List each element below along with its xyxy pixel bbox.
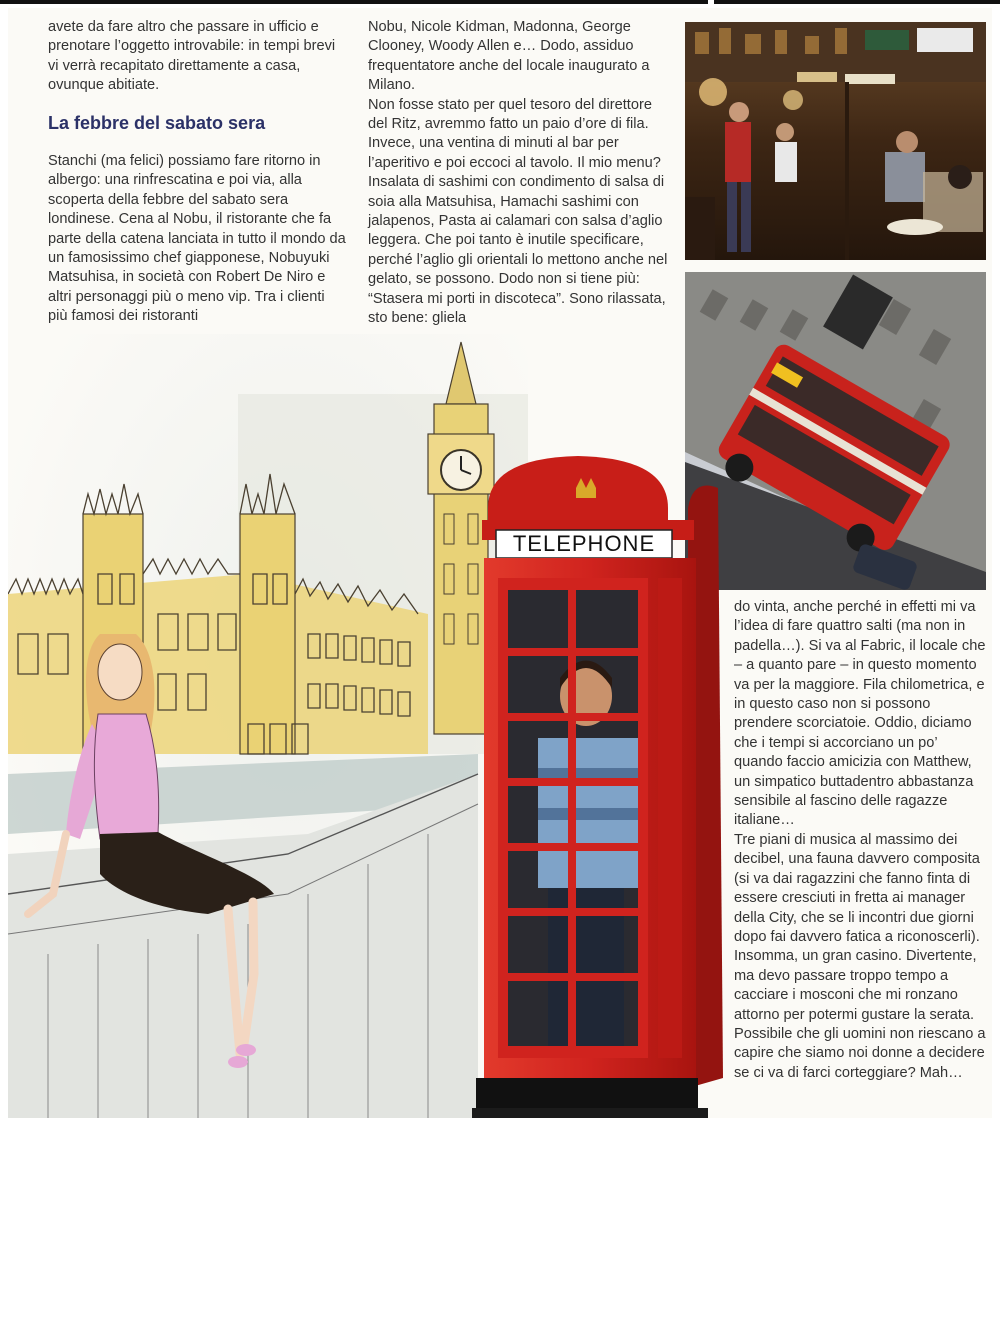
column-1-body-text	[48, 152, 348, 327]
top-rule-right	[714, 0, 1000, 4]
column-1-top-paragraph: avete da fare altro che passare in ufficio e prenotare l’oggetto introvabile: in tempi brevi vi verrà recapitato direttamente a casa, ovunque abitiate.	[48, 19, 336, 94]
double-decker-bus-image	[685, 272, 986, 590]
london-illustration	[8, 334, 528, 1118]
column-1-body-paragraph: Stanchi (ma felici) possiamo fare ritorno in albergo: una rinfrescatina e poi via, alla scoperta della febbre del sabato sera londinese. Cena al Nobu, il ristorante che fa parte della catena lanciata in tutto il mondo da un famosissimo chef giapponese, Nobuyuki Matsuhisa, in società con Robert De Niro e altri personaggi più o meno vip. Tra i clienti più famosi dei ristoranti	[48, 153, 346, 325]
column-1-top-text	[48, 18, 348, 96]
double-decker-bus-photo	[685, 272, 986, 590]
telephone-box-photo	[468, 448, 728, 1118]
section-heading: La febbre del sabato sera	[48, 113, 266, 133]
column-2-text	[368, 18, 668, 329]
red-telephone-box-image	[468, 448, 728, 1118]
magazine-page	[8, 8, 992, 1118]
top-rule-left	[0, 0, 708, 4]
column-2-paragraph-2: Non fosse stato per quel tesoro del direttore del Ritz, avremmo fatto un paio d’ore di fila. Invece, una ventina di minuti al bar per l’aperitivo e poi eccoci al tavolo. Il mio menu? Insalata di sashimi con condimento di salsa di soia alla Matsuhisa, Hamachi sashimi con jalapenos, Pasta ai calamari con salsa d’aglio leggera. Che poi tanto è inutile specificare, perché l’aglio gli orientali lo mettono anche nel gelato, se possono. Dodo non si tiene più: “Stasera mi porti in discoteca”. Sono rilassata, sto bene: gliela	[368, 96, 668, 327]
pub-interior-photo	[685, 22, 986, 260]
pub-interior-image	[685, 22, 986, 260]
column-3-text	[734, 598, 988, 1083]
column-3-paragraph-1: do vinta, anche perché in effetti mi va l’idea di fare quattro salti (ma non in padella…). Si va al Fabric, il locale che – a quanto pare – in questo momento va per la maggiore. Fila chilometrica, e in questo caso non si possono prendere scorciatoie. Oddio, diciamo che i tempi si accorciano un po’ quando faccio amicizia con Matthew, un simpatico buttadentro abbastanza sensibile al fascino delle ragazze italiane…	[734, 599, 986, 829]
parliament-and-woman-illustration	[8, 334, 528, 1118]
column-2-paragraph-1: Nobu, Nicole Kidman, Madonna, George Clooney, Woody Allen e… Dodo, assiduo frequentatore anche del locale inaugurato a Milano.	[368, 19, 650, 94]
column-3-paragraph-2: Tre piani di musica al massimo dei decibel, una fauna davvero composita (si va dai ragazzini che fanno finta di essere cresciuti in fretta ai manager della City, che se li incontri due giorni dopo fai davvero fatica a riconoscerli). Insomma, un gran casino. Divertente, ma devo passare troppo tempo a cacciare i mosconi che mi ronzano attorno per potermi gustare la serata. Possibile che gli uomini non riescano a capire che siamo noi donne a decidere se ci va di farci corteggiare? Mah…	[734, 831, 986, 1081]
telephone-sign-text: TELEPHONE	[512, 531, 656, 556]
